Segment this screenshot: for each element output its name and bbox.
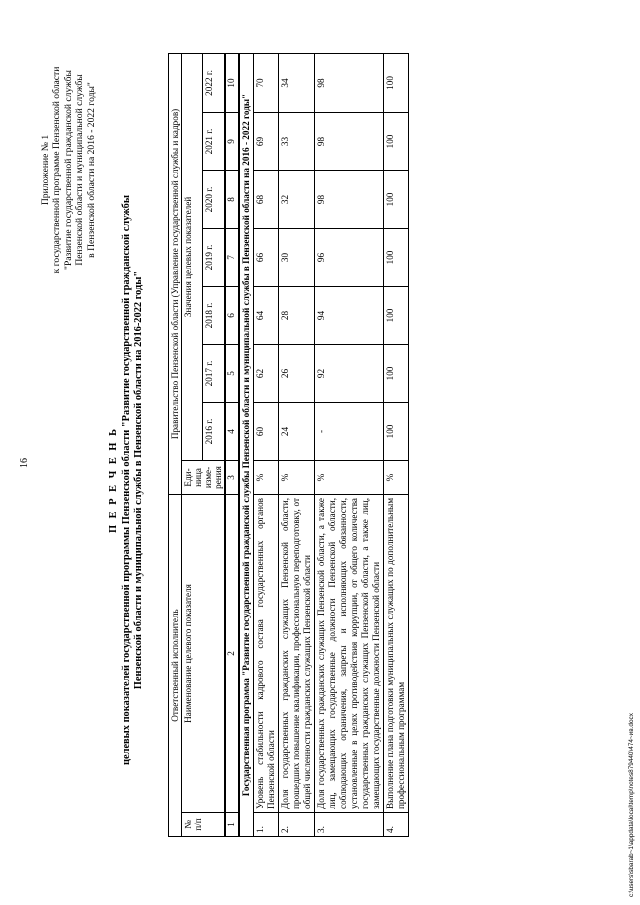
value-cell: 96 xyxy=(314,228,383,286)
column-number: 7 xyxy=(225,228,239,286)
column-number: 5 xyxy=(225,344,239,402)
table-row xyxy=(278,53,314,836)
value-cell: 100 xyxy=(383,286,408,344)
year-header: 2016 г. xyxy=(203,402,225,460)
value-cell: 94 xyxy=(314,286,383,344)
unit-cell: % xyxy=(253,460,278,494)
indicator-name: Доля государственных гражданских служащих Пензенской области, прошедших повышение квалификации, профессиональную переподготовку, от общей численности гражданских служащих Пензенской области xyxy=(278,494,314,812)
value-cell: 100 xyxy=(383,228,408,286)
column-numbers-row xyxy=(225,53,239,836)
column-number: 1 xyxy=(225,813,239,837)
title-line: целевых показателей государственной программы Пензенской области "Развитие государственной гражданской службы xyxy=(120,195,132,765)
value-cell: 24 xyxy=(278,402,314,460)
value-cell: 62 xyxy=(253,344,278,402)
column-number: 4 xyxy=(225,402,239,460)
value-cell: 64 xyxy=(253,286,278,344)
title-line: Пензенской области и муниципальной службы в Пензенской области на 2016-2022 годы" xyxy=(133,270,145,690)
value-cell: 26 xyxy=(278,344,314,402)
section-title: Государственная программа "Развитие государственной гражданской службы Пензенской области и муниципальной службы в Пензенской области на 2016 - 2022 годы" xyxy=(239,53,253,836)
appendix-line: Приложение № 1 xyxy=(40,134,51,206)
value-cell: 100 xyxy=(383,344,408,402)
value-cell: 30 xyxy=(278,228,314,286)
value-cell: 98 xyxy=(314,170,383,228)
indicator-name: Уровень стабильности кадрового состава государственных органов Пензенской области xyxy=(253,494,278,812)
column-number: 6 xyxy=(225,286,239,344)
column-number: 3 xyxy=(225,460,239,494)
value-cell: 100 xyxy=(383,402,408,460)
year-header: 2019 г. xyxy=(203,228,225,286)
column-number: 2 xyxy=(225,494,239,812)
unit-cell: % xyxy=(314,460,383,494)
indicator-name: Доля государственных гражданских служащих Пензенской области, а также лиц, замещающих государственные должности Пензенской области, соблюдающих ограничения, запреты и исполняющих обязанности, установленные в целях противодействия коррупции, от общего количества государственных гражданских служащих Пензенской области, а также лиц, замещающих государственные должности Пензенской области xyxy=(314,494,383,812)
value-cell: 70 xyxy=(253,53,278,112)
col-name-header: Наименование целевого показателя xyxy=(182,494,226,812)
appendix-block xyxy=(40,20,97,320)
row-number: 1. xyxy=(253,813,278,837)
table-row xyxy=(314,53,383,836)
title-heading: П Е Р Е Ч Е Н Ь xyxy=(108,427,119,533)
value-cell: 92 xyxy=(314,344,383,402)
header-row xyxy=(182,53,203,836)
appendix-line: "Развитие государственной гражданской службы xyxy=(62,70,74,270)
year-header: 2020 г. xyxy=(203,170,225,228)
value-cell: 33 xyxy=(278,112,314,170)
indicators-table xyxy=(168,53,409,837)
row-number: 3. xyxy=(314,813,383,837)
year-header: 2017 г. xyxy=(203,344,225,402)
values-header: Значения целевых показателей xyxy=(182,53,203,460)
indicator-name: Выполнение плана подготовки муниципальных служащих по дополнительным профессиональным программам xyxy=(383,494,408,812)
value-cell: 66 xyxy=(253,228,278,286)
row-number: 4. xyxy=(383,813,408,837)
appendix-line: Пензенской области и муниципальной службы xyxy=(74,74,86,266)
value-cell: 32 xyxy=(278,170,314,228)
value-cell: 98 xyxy=(314,53,383,112)
table-row xyxy=(383,53,408,836)
unit-cell: % xyxy=(383,460,408,494)
document-title xyxy=(108,175,146,785)
file-path-footer: c:\users\sbarab~1\appdata\local\temp\notes879440\474~ив.docx xyxy=(628,713,635,897)
table-row xyxy=(253,53,278,836)
value-cell: 34 xyxy=(278,53,314,112)
value-cell: 68 xyxy=(253,170,278,228)
value-cell: 28 xyxy=(278,286,314,344)
value-cell: 60 xyxy=(253,402,278,460)
appendix-line: к государственной программе Пензенской области xyxy=(51,66,63,274)
row-number: 2. xyxy=(278,813,314,837)
col-unit-header: Еди-ница изме-рения xyxy=(182,460,226,494)
responsible-label: Ответственный исполнитель xyxy=(169,494,182,836)
year-header: 2021 г. xyxy=(203,112,225,170)
value-cell: 100 xyxy=(383,170,408,228)
value-cell: 100 xyxy=(383,53,408,112)
unit-cell: % xyxy=(278,460,314,494)
year-header: 2018 г. xyxy=(203,286,225,344)
value-cell: 98 xyxy=(314,112,383,170)
appendix-line: в Пензенской области на 2016 - 2022 годы" xyxy=(85,82,97,258)
column-number: 9 xyxy=(225,112,239,170)
value-cell: 69 xyxy=(253,112,278,170)
value-cell: 100 xyxy=(383,112,408,170)
responsible-row xyxy=(169,53,182,836)
value-cell: - xyxy=(314,402,383,460)
column-number: 10 xyxy=(225,53,239,112)
year-header: 2022 г. xyxy=(203,53,225,112)
column-number: 8 xyxy=(225,170,239,228)
section-row xyxy=(239,53,253,836)
page-number: 16 xyxy=(19,458,30,468)
col-num-header: № п/п xyxy=(182,813,226,837)
responsible-value: Правительство Пензенской области (Управление государственной службы и кадров) xyxy=(169,53,182,494)
